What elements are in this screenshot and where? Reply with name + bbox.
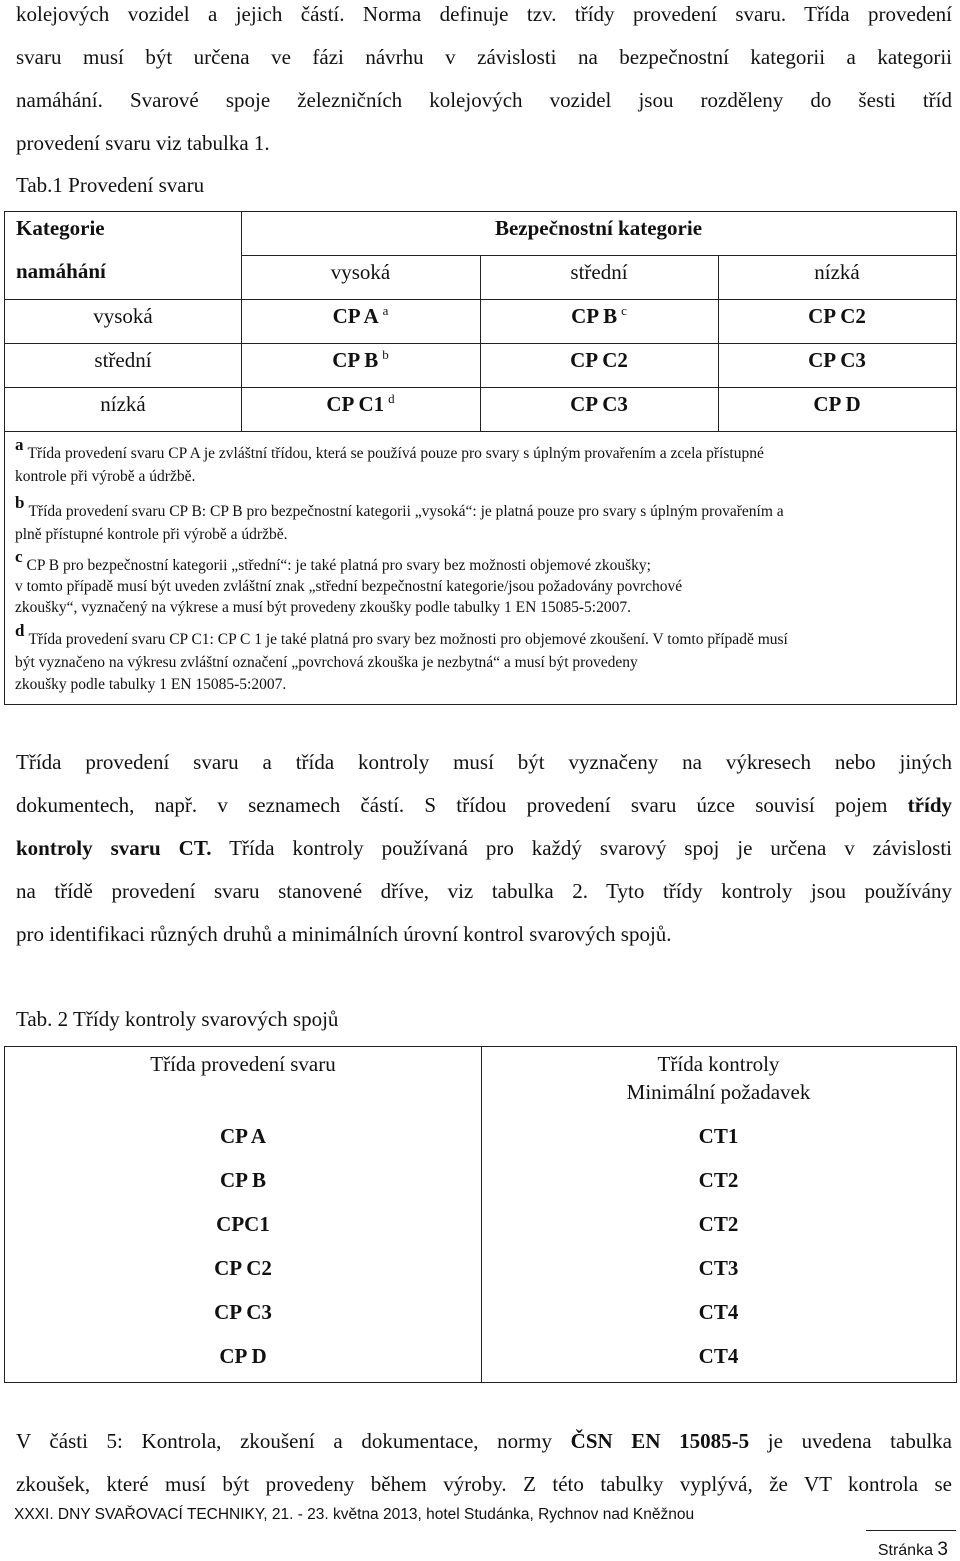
intro-line-1: kolejových vozidel a jejich částí. Norma definuje tzv. třídy provedení svaru. Třída provedení bbox=[16, 2, 952, 26]
table1-col-header: nízká bbox=[814, 260, 860, 284]
table1-header-namahani: namáhání bbox=[16, 259, 106, 283]
intro-line-2: svaru musí být určena ve fázi návrhu v závislosti na bezpečnostní kategorii a kategorii bbox=[16, 45, 952, 69]
footnote-b-cont: plně přístupné kontrole při výrobě a údržbě. bbox=[15, 526, 288, 543]
footnote-d-cont: být vyznačeno na výkresu zvláštní označení „povrchová zkouška je nezbytná“ a musí být provedeny bbox=[15, 654, 638, 671]
table2-cp-cell: CP C2 bbox=[214, 1256, 272, 1280]
para2-line-4: na třídě provedení svaru stanovené dříve, viz tabulka 2. Tyto třídy kontroly jsou používány bbox=[16, 879, 952, 903]
table2-ct-cell: CT3 bbox=[698, 1256, 739, 1280]
table2-cp-cell: CP C3 bbox=[214, 1300, 272, 1324]
footnote-c-cont: zkoušky“, vyznačený na výkrese a musí být provedeny zkoušky podle tabulky 1 EN 15085-5:2007. bbox=[15, 599, 631, 616]
table2-caption: Tab. 2 Třídy kontroly svarových spojů bbox=[16, 1007, 339, 1031]
footnote-a: a Třída provedení svaru CP A je zvláštní třídou, která se používá pouze pro svary s úplným provařením a zcela přístupné bbox=[15, 435, 764, 462]
table1-col-header: střední bbox=[570, 260, 628, 284]
table2-ct-cell: CT2 bbox=[698, 1212, 739, 1236]
table1-cell: CP B $^c$ bbox=[571, 303, 627, 328]
table1-divider bbox=[5, 387, 956, 388]
table1-cell: CP A $^a$ bbox=[332, 303, 389, 328]
para2-line-2: dokumentech, např. v seznamech částí. S třídou provedení svaru úzce souvisí pojem třídy bbox=[16, 793, 952, 817]
table1-divider bbox=[5, 431, 956, 432]
table2-cp-cell: CP A bbox=[219, 1124, 267, 1148]
table1-cell: CP C2 bbox=[570, 348, 628, 372]
para2-line-3: kontroly svaru CT. Třída kontroly používaná pro každý svarový spoj je určena v závislosti bbox=[16, 836, 952, 860]
intro-line-4: provedení svaru viz tabulka 1. bbox=[16, 131, 270, 155]
table2-ct-cell: CT4 bbox=[698, 1300, 739, 1324]
table1 bbox=[4, 211, 957, 705]
para2-line-1: Třída provedení svaru a třída kontroly musí být vyznačeny na výkresech nebo jiných bbox=[16, 750, 952, 774]
page-footer: XXXI. DNY SVAŘOVACÍ TECHNIKY, 21. - 23. května 2013, hotel Studánka, Rychnov nad Kněžnou bbox=[14, 1506, 695, 1523]
table2-cp-cell: CPC1 bbox=[216, 1212, 270, 1236]
table1-divider bbox=[5, 299, 956, 300]
table1-row-label: nízká bbox=[100, 392, 146, 416]
table1-cell: CP C2 bbox=[808, 304, 866, 328]
table1-divider bbox=[241, 255, 956, 256]
table1-cell: CP C1 $^d$ bbox=[326, 391, 395, 416]
table1-header-bezpecnostni: Bezpečnostní kategorie bbox=[494, 216, 703, 240]
footer-divider bbox=[866, 1530, 956, 1531]
footnote-c: c CP B pro bezpečnostní kategorii „střední“: je také platná pro svary bez možnosti objemové zkoušky; bbox=[15, 547, 651, 574]
table2-header-right-2: Minimální požadavek bbox=[626, 1080, 811, 1104]
footnote-b: b Třída provedení svaru CP B: CP B pro bezpečnostní kategorii „vysoká“: je platná pouze pro svary s úplným provařením a bbox=[15, 493, 784, 520]
table1-col-header: vysoká bbox=[330, 260, 391, 284]
table2-ct-cell: CT2 bbox=[698, 1168, 739, 1192]
table2-ct-cell: CT4 bbox=[698, 1344, 739, 1368]
table2-header-left: Třída provedení svaru bbox=[150, 1052, 336, 1076]
table2 bbox=[4, 1046, 957, 1383]
table1-header-kategorie: Kategorie bbox=[16, 216, 105, 240]
table2-header-right-1: Třída kontroly bbox=[657, 1052, 780, 1076]
table1-cell: CP C3 bbox=[808, 348, 866, 372]
table2-cp-cell: CP B bbox=[219, 1168, 267, 1192]
para2-line-5: pro identifikaci různých druhů a minimálních úrovní kontrol svarových spojů. bbox=[16, 922, 672, 946]
table1-cell: CP B $^b$ bbox=[332, 347, 389, 372]
table2-ct-cell: CT1 bbox=[698, 1124, 739, 1148]
para3-line-1: V části 5: Kontrola, zkoušení a dokumentace, normy ČSN EN 15085-5 je uvedena tabulka bbox=[16, 1429, 952, 1453]
table1-row-label: střední bbox=[94, 348, 152, 372]
table1-row-label: vysoká bbox=[93, 304, 153, 328]
page-number: Stránka 3 bbox=[877, 1539, 948, 1560]
table1-cell: CP D bbox=[813, 392, 861, 416]
table1-caption: Tab.1 Provedení svaru bbox=[16, 173, 205, 197]
table1-cell: CP C3 bbox=[570, 392, 628, 416]
footnote-d-cont: zkoušky podle tabulky 1 EN 15085-5:2007. bbox=[15, 676, 287, 693]
footnote-d: d Třída provedení svaru CP C1: CP C 1 je také platná pro svary bez možnosti pro objemové zkoušení. V tomto případě musí bbox=[15, 621, 788, 648]
table1-divider bbox=[5, 343, 956, 344]
footnote-c-cont: v tomto případě musí být uveden zvláštní znak „střední bezpečnostní kategorie/jsou požadovány povrchové bbox=[15, 578, 683, 595]
para3-line-2: zkoušek, které musí být provedeny během výroby. Z této tabulky vyplývá, že VT kontrola se bbox=[16, 1472, 952, 1496]
footnote-a-cont: kontrole při výrobě a údržbě. bbox=[15, 468, 196, 485]
table2-cp-cell: CP D bbox=[219, 1344, 267, 1368]
intro-line-3: namáhání. Svarové spoje železničních kolejových vozidel jsou rozděleny do šesti tříd bbox=[16, 88, 952, 112]
